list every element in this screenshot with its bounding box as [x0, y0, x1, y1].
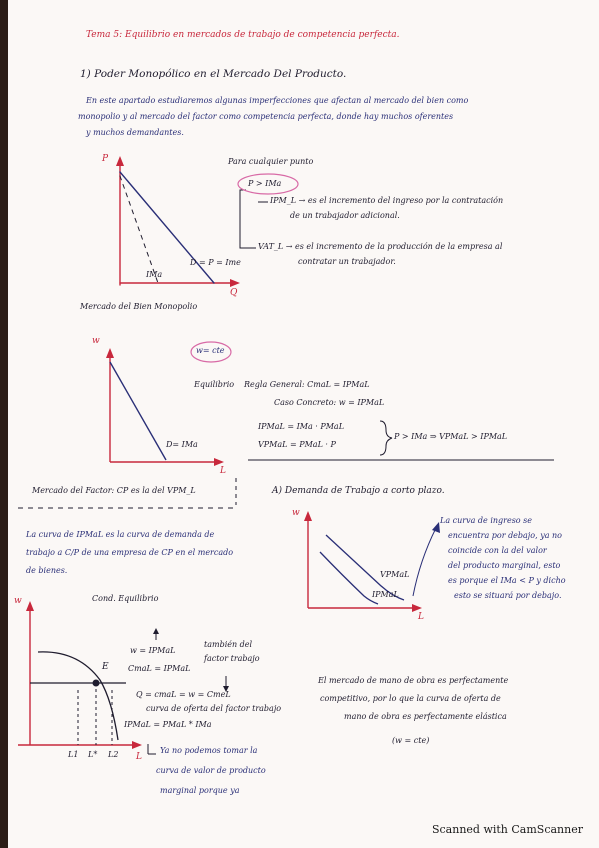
- graph3-y-label: w: [292, 508, 300, 518]
- right-note-4: del producto marginal, esto: [448, 561, 561, 570]
- equilibrium-point-label: E: [102, 662, 109, 672]
- intro-line-1: En este apartado estudiaremos algunas imperfecciones que afectan al mercado del bien como: [86, 96, 469, 105]
- right-note-2: encuentra por debajo, ya no: [448, 531, 562, 540]
- conclusion: P > IMa ⇒ VPMaL > IPMaL: [394, 432, 508, 441]
- notes1-line1a: IPM_L → es el incremento del ingreso por la contratación: [270, 196, 504, 205]
- left-line-2: trabajo a C/P de una empresa de CP en el mercado: [26, 548, 234, 557]
- bottom-line-1: Ya no podemos tomar la: [160, 746, 258, 755]
- right-note-5: es porque el IMa < P y dicho: [448, 576, 566, 585]
- graph2-x-label: L: [220, 466, 226, 476]
- notes1-boxed: P > IMa: [248, 179, 282, 188]
- tick-l1: L1: [68, 750, 79, 759]
- notes1-line2b: contratar un trabajador.: [298, 257, 396, 266]
- right-note-1: La curva de ingreso se: [440, 516, 533, 525]
- intro-line-2: monopolio y al mercado del factor como competencia perfecta, donde hay muchos oferentes: [78, 112, 454, 121]
- right-paragraph-2: competitivo, por lo que la curva de oferta de: [320, 694, 501, 703]
- page-title: Tema 5: Equilibrio en mercados de trabajo de competencia perfecta.: [86, 30, 400, 40]
- graph1-y-arrow: [116, 156, 124, 166]
- right-paragraph-1: El mercado de mano de obra es perfectamente: [318, 676, 509, 685]
- graph3-label-lower: IPMaL: [372, 590, 399, 599]
- graph1-y-label: P: [102, 154, 109, 164]
- notes1-line1b: de un trabajador adicional.: [290, 211, 400, 220]
- cma-label: CmaL = IPMaL: [128, 664, 191, 673]
- equation-1: IPMaL = IMa · PMaL: [258, 422, 345, 431]
- scanner-watermark: Scanned with CamScanner: [431, 823, 583, 836]
- w-ipm-label: w = IPMaL: [130, 646, 176, 655]
- graph2-y-label: w: [92, 336, 100, 346]
- q-label: Q = cmaL = w = CmeL: [136, 690, 231, 699]
- intro-line-3: y muchos demandantes.: [86, 128, 184, 137]
- graph3-ipm-curve: [320, 552, 378, 604]
- graph1-mr-line: [120, 176, 158, 283]
- equilibrium-point: [93, 680, 100, 687]
- cond-equilibrio-title: Cond. Equilibrio: [92, 594, 159, 603]
- graph-factor-market: [106, 348, 224, 466]
- right-paragraph-3: mano de obra es perfectamente elástica: [344, 712, 507, 721]
- notes1-bracket: [240, 190, 268, 248]
- graph1-area-label: IMa: [146, 270, 163, 279]
- also-label-2: factor trabajo: [204, 654, 260, 663]
- right-note-6: esto se situará por debajo.: [454, 591, 562, 600]
- graph2-curve-label: D= IMa: [166, 440, 198, 449]
- curva-label: curva de oferta del factor trabajo: [146, 704, 282, 713]
- graph1-x-arrow: [230, 279, 240, 287]
- section1-heading: 1) Poder Monopólico en el Mercado Del Producto.: [80, 68, 347, 80]
- tick-l2: L2: [108, 750, 119, 759]
- graph1-curve-label: D = P = Ime: [190, 258, 241, 267]
- regla-general: Regla General: CmaL = IPMaL: [244, 380, 370, 389]
- bottom-line-3: marginal porque ya: [160, 786, 240, 795]
- right-note-3: coincide con la del valor: [448, 546, 547, 555]
- graph4-x-label: L: [136, 752, 142, 762]
- graph3-x-label: L: [418, 612, 424, 622]
- subheading-demand: A) Demanda de Trabajo a corto plazo.: [272, 486, 445, 496]
- left-line-1: La curva de IPMaL es la curva de demanda de: [26, 530, 215, 539]
- left-line-3: de bienes.: [26, 566, 68, 575]
- graph4-y-label: w: [14, 596, 22, 606]
- equilibrio-label: Equilibrio: [194, 380, 235, 389]
- notes1-line2a: VAT_L → es el incremento de la producción de la empresa al: [258, 242, 503, 251]
- tick-lstar: L*: [88, 750, 98, 759]
- boxed-w-cte: w= cte: [196, 346, 225, 355]
- notebook-page: [8, 0, 599, 848]
- equation-2: VPMaL = PMaL · P: [258, 440, 336, 449]
- graph2-caption: Mercado del Factor: CP es la del VPM_L: [32, 486, 196, 495]
- graph-monopoly-product-market: [116, 156, 240, 287]
- right-paragraph-4: (w = cte): [392, 736, 430, 745]
- caso-concreto: Caso Concreto: w = IPMaL: [274, 398, 385, 407]
- bottom-line-2: curva de valor de producto: [156, 766, 266, 775]
- graph-equilibrium: [18, 601, 229, 754]
- also-label: también del: [204, 640, 253, 649]
- graph2-demand-line: [110, 362, 166, 460]
- ipm2-label: IPMaL = PMaL * IMa: [124, 720, 212, 729]
- notes1-lead: Para cualquier punto: [228, 157, 314, 166]
- graph3-label-upper: VPMaL: [380, 570, 410, 579]
- graph1-x-label: Q: [230, 288, 238, 298]
- graph1-caption: Mercado del Bien Monopolio: [80, 302, 198, 311]
